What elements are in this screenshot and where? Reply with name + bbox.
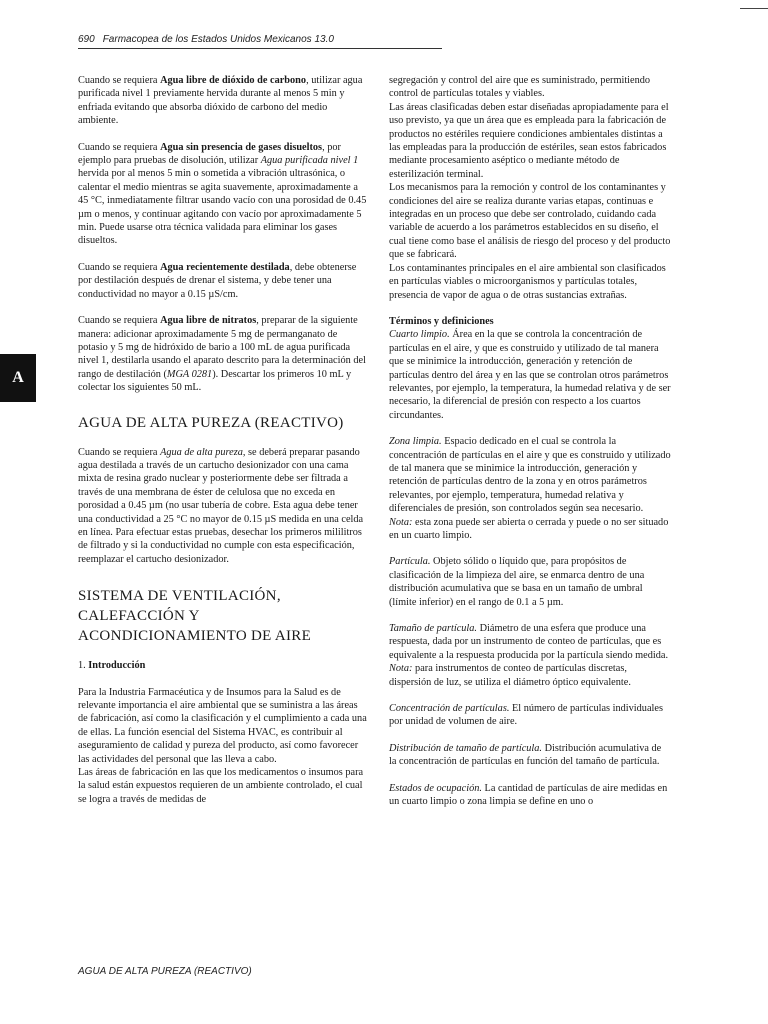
term-particle-concentration: Concentración de partículas. El número de partículas individuales por unidad de volumen de aire. [389,703,663,728]
paragraph-air-segregation: segregación y control del aire que es suministrado, permitiendo control de partículas totales y viables. [389,75,651,100]
paragraph-high-purity-water: Cuando se requiera Agua de alta pureza, se deberá preparar pasando agua destilada a través de un cartucho desionizador con una cama mixta de resina grado nuclear y posteriormente debe ser filtrada a través de una membrana de éster de celulosa que no exceda en porosidad a 0.45 µm (no usar tubería de cobre. Esta agua debe tener una conductividad a 25 °C no mayor de 0.15 µS medida en una celda en línea. Para efectuar estas pruebas, desechar los primeros mililitros de filtrado y si la conductividad no cumple con esta especificación, reemplazar el cartucho desionizador. [78,446,364,565]
section-title-high-purity-water: AGUA DE ALTA PUREZA (REACTIVO) [78,414,344,431]
running-title: Farmacopea de los Estados Unidos Mexicanos 13.0 [102,34,334,45]
paragraph-classified-areas: Las áreas clasificadas deben estar diseñadas apropiadamente para el uso previsto, ya que un área que es empleada para la fabricación de productos no estériles requiere condiciones ambientales distintas a las empleadas para la producción de estériles, sean estos fabricados mediante procesamiento aséptico o mediante método de esterilización terminal. [389,101,669,180]
term-occupancy-states: Estados de ocupación. La cantidad de partículas de aire medidas en un cuarto limpio o zona limpia se define en uno o [389,782,668,808]
paragraph-co2-free-water: Cuando se requiera Agua libre de dióxido de carbono, utilizar agua purificada nivel 1 previamente hervida durante al menos 5 min y enfriada evitando que absorba dióxido de carbono del medio ambiente. [78,75,363,127]
subsection-introduction: 1. Introducción [78,660,146,672]
paragraph-nitrate-free-water: Cuando se requiera Agua libre de nitratos, preparar de la siguiente manera: adicionar aproximadamente 5 mg de permanganato de potasio y 5 mg de hidróxido de bario a 100 mL de agua purificada nivel 1, destilarla usando el aparato descrito para la determinación del rango de destilación (MGA 0281). Descartar los primeros 10 mL y colectar los siguientes 50 mL. [78,315,366,394]
term-clean-zone: Zona limpia. Espacio dedicado en el cual se controla la concentración de partículas en el aire y que es construido y utilizado de tal manera que se minimice la introducción, generación y retención de partículas dentro de la zona y en otros parámetros relevantes, por ejemplo, temperatura, humedad relativa y diferenciales de presión, son controlados según sea necesario. [389,436,671,515]
term-particle-size-distribution: Distribución de tamaño de partícula. Distribución acumulativa de la concentración de partículas en función del tamaño de partícula. [389,742,662,768]
corner-rule [740,8,768,9]
term-clean-room: Cuarto limpio. Área en la que se controla la concentración de partículas en el aire, y que es construido y utilizado de tal manera que se minimice la introducción, generación y retención de partículas dentro del área y en las que se controlan otros parámetros relevantes, por ejemplo, la temperatura, la humedad relativa y de ser necesario, la diferencial de presión con respecto a los cuartos circundantes. [389,329,671,421]
term-particle-size-note: Nota: para instrumentos de conteo de partículas discretas, dispersión de luz, se utiliza el diámetro óptico equivalente. [389,663,631,688]
paragraph-degassed-water: Cuando se requiera Agua sin presencia de gases disueltos, por ejemplo para pruebas de disolución, utilizar Agua purificada nivel 1 hervida por al menos 5 min o sometida a vibración ultrasónica, o calentar el medio mientras se agita suavemente, aproximadamente a 45 °C, inmediatamente filtrar usando vacío con una porosidad de 0.45 µm o menos, y continuar agitando con vacío por aproximadamente 5 min. Puede usarse otra técnica validada para eliminar los gases disueltos. [78,141,367,247]
terms-heading: Términos y definiciones [389,315,494,327]
section-thumb-tab [0,354,36,402]
right-column [389,74,671,809]
section-title-hvac: SISTEMA DE VENTILACIÓN, CALEFACCIÓN Y ACONDICIONAMIENTO DE AIRE [78,588,312,645]
paragraph-introduction-2: Las áreas de fabricación en las que los medicamentos o insumos para la salud están expuestos requieren de un ambiente controlado, el cual se logra a través de medidas de [78,767,364,805]
paragraph-main-contaminants: Los contaminantes principales en el aire ambiental son clasificados en partículas viables o microorganismos y partículas totales, presencia de vapor de agua o de otras sustancias extrañas. [389,262,666,301]
term-particle-size: Tamaño de partícula. Diámetro de una esfera que produce una respuesta, dada por un instrumento de conteo de partículas, que es equivalente a la respuesta producida por la partícula siendo medida. [389,623,669,661]
left-column [78,74,368,806]
paragraph-introduction-1: Para la Industria Farmacéutica y de Insumos para la Salud es de relevante importancia el aire ambiental que se suministra a las áreas de fabricación, así como la clasificación y el cumplimiento a cada una de ellas. La función esencial del Sistema HVAC, es contribuir al aseguramiento de calidad y pureza del producto, así como favorecer las actividades del personal que las lleva a cabo. [78,686,367,765]
term-particle: Partícula. Objeto sólido o líquido que, para propósitos de clasificación de la limpieza del aire, se enmarca dentro de una distribución acumulativa que se basa en un tamaño de umbral (límite inferior) en el rango de 0.1 a 5 µm. [389,556,645,608]
running-footer: AGUA DE ALTA PUREZA (REACTIVO) [78,966,252,977]
term-clean-zone-note: Nota: esta zona puede ser abierta o cerrada y puede o no ser situado en un cuarto limpio. [389,516,669,541]
thumb-tab-letter: A [12,369,24,386]
paragraph-contaminant-control: Los mecanismos para la remoción y control de los contaminantes y condiciones del aire se realiza durante varias etapas, continuas e integradas en un proceso que debe ser controlado, cuidando cada variable de acuerdo a los parámetros establecidos en su diseño, el cual tiene como base el análisis de riesgo del proceso y del producto que se fabricará. [389,182,671,261]
paragraph-freshly-distilled-water: Cuando se requiera Agua recientemente destilada, debe obtenerse por destilación después de drenar el sistema, y debe tener una conductividad no mayor a 0.15 µS/cm. [78,261,357,300]
running-header [78,34,442,49]
page-number: 690 [78,34,95,45]
